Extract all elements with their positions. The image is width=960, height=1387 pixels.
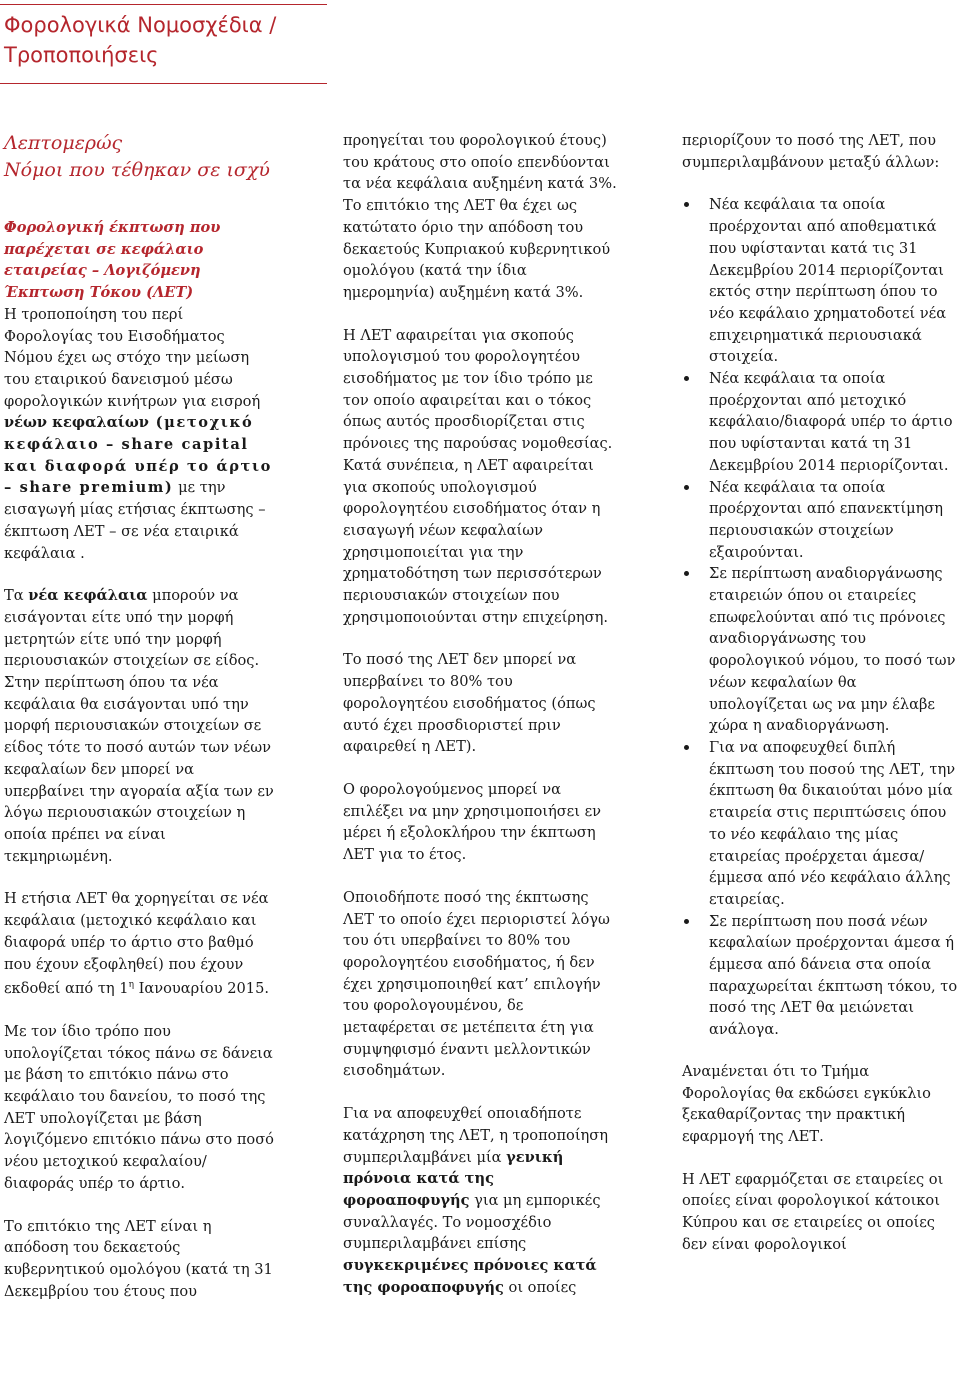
column-right <box>682 130 958 1276</box>
text-run: με την εισαγωγή μίας ετήσιας έκπτωσης – έκπτωση ΛΕΤ – σε νέα εταιρικά κεφάλαια . <box>4 479 266 562</box>
paragraph: Ο φορολογούμενος μπορεί να επιλέξει να μην χρησιμοποιήσει εν μέρει ή εξολοκλήρου την έκπτωση ΛΕΤ για το έτος. <box>343 780 602 864</box>
paragraph: Η ΛΕΤ εφαρμόζεται σε εταιρείες οι οποίες είναι φορολογικοί κάτοικοι Κύπρου και σε εταιρείες οι οποίες δεν είναι φορολογικοί <box>682 1170 944 1253</box>
paragraph: Με τον ίδιο τρόπο που υπολογίζεται τόκος πάνω σε δάνεια με βάση το επιτόκιο πάνω στο κεφάλαιο του δανείου, το ποσό της ΛΕΤ υπολογίζεται με βάση λογιζόμενο επιτόκιο πάνω στο ποσό νέου μετοχικού κεφαλαίου/διαφοράς υπέρ το άρτιο. <box>4 1022 274 1192</box>
list-item: Για να αποφευχθεί διπλή έκπτωση του ποσού της ΛΕΤ, την έκπτωση θα δικαιούται μόνο μία εταιρεία στις περιπτώσεις όπου το νέο κεφάλαιο της μίας εταιρείας προέρχεται άμεσα/έμμεσα από νέο κεφάλαιο άλλης εταιρείας. <box>682 737 958 911</box>
page-title: Φορολογικά Νομοσχέδια / Τροποποιήσεις <box>4 13 277 67</box>
bold-text-spaced: (μετοχικό κεφάλαιο – share capital και διαφορά υπέρ το άρτιο – share premium) <box>4 414 272 497</box>
bold-text: γενική πρόνοια κατά της φοροαποφυγής <box>343 1148 564 1209</box>
text-run: Η τροποποίηση του περί Φορολογίας του Εισοδήματος Νόμου έχει ως στόχο την μείωση του εταιρικού δανεισμού μέσω φορολογικών κινήτρων για εισροή <box>4 305 261 410</box>
column-middle <box>343 130 618 1319</box>
column-left <box>4 130 274 1323</box>
list-item: Σε περίπτωση που ποσά νέων κεφαλαίων προέρχονται άμεσα ή έμμεσα από δάνεια στα οποία παραχωρείται έκπτωση τόκου, το ποσό της ΛΕΤ θα μειώνεται ανάλογα. <box>682 911 958 1041</box>
paragraph <box>4 888 274 1000</box>
text-run: Ιανουαρίου 2015. <box>133 980 270 998</box>
bold-text: νέα κεφάλαια <box>28 587 148 605</box>
paragraph: Αναμένεται ότι το Τμήμα Φορολογίας θα εκδώσει εγκύκλιο ξεκαθαρίζοντας την πρακτική εφαρμογή της ΛΕΤ. <box>682 1062 931 1145</box>
text-run: Τα <box>4 587 29 605</box>
bullet-list <box>682 194 958 1040</box>
list-item: Νέα κεφάλαια τα οποία προέρχονται από επανεκτίμηση περιουσιακών στοιχείων εξαιρούνται. <box>682 477 958 564</box>
paragraph <box>4 585 274 867</box>
paragraph: Το επιτόκιο της ΛΕΤ είναι η απόδοση του δεκαετούς κυβερνητικού ομολόγου (κατά τη 31 Δεκεμβρίου του έτους που <box>4 1217 273 1300</box>
list-item: Νέα κεφάλαια τα οποία προέρχονται από αποθεματικά που υφίστανται κατά τις 31 Δεκεμβρίου 2014 περιορίζονται εκτός στην περίπτωση όπου το νέο κεφάλαιο χρηματοδοτεί νέα επιχειρηματικά περιουσιακά στοιχεία. <box>682 194 958 368</box>
section-intro-line1: Λεπτομερώς <box>4 132 123 154</box>
list-item: Σε περίπτωση αναδιοργάνωσης εταιρειών όπου οι εταιρείες επωφελούνται από τις πρόνοιες αναδιοργάνωσης του φορολογικού νόμου, το ποσό των νέων κεφαλαίων θα υπολογίζεται ως να μην έλαβε χώρα η αναδιοργάνωση. <box>682 563 958 737</box>
paragraph: περιορίζουν το ποσό της ΛΕΤ, που συμπεριλαμβάνουν μεταξύ άλλων: <box>682 132 940 171</box>
section-intro <box>4 130 274 184</box>
header-bottom-rule <box>0 83 327 84</box>
paragraph: Η ΛΕΤ αφαιρείται για σκοπούς υπολογισμού του φορολογητέου εισοδήματος με τον ίδιο τρόπο με τον οποίο αφαιρείται και ο τόκος όπως αυτός προσδιορίζεται στις πρόνοιες της παρούσας νομοθεσίας. Κατά συνέπεια, η ΛΕΤ αφαιρείται για σκοπούς υπολογισμού φορολογητέου εισοδήματος όταν η εισαγωγή νέων κεφαλαίων χρησιμοποιείται για την χρηματοδότηση των περισσότερων περιουσιακών στοιχείων που χρησιμοποιούνται στην επιχείρηση. <box>343 326 613 626</box>
section-intro-line2: Νόμοι που τέθηκαν σε ισχύ <box>4 159 270 181</box>
paragraph: Οποιοδήποτε ποσό της έκπτωσης ΛΕΤ το οποίο έχει περιοριστεί λόγω του ότι υπερβαίνει το 80% του φορολογητέου εισοδήματος, ή δεν έχει χρησιμοποιηθεί κατ’ επιλογήν του φορολογουμένου, δε μεταφέρεται σε μετέπειτα έτη για συμψηφισμό έναντι μελλοντικών εισοδημάτων. <box>343 888 610 1080</box>
text-run: Η ετήσια ΛΕΤ θα χορηγείται σε νέα κεφάλαια (μετοχικό κεφάλαιο και διαφορά υπέρ το άρτιο στο βαθμό που έχουν εξοφληθεί) που έχουν εκδοθεί από τη 1 <box>4 890 269 998</box>
paragraph: Το ποσό της ΛΕΤ δεν μπορεί να υπερβαίνει το 80% του φορολογητέου εισοδήματος (όπως αυτό έχει προσδιοριστεί πριν αφαιρεθεί η ΛΕΤ). <box>343 651 596 756</box>
text-run: για μη εμπορικές συναλλαγές. Το νομοσχέδιο συμπεριλαμβάνει επίσης <box>343 1191 601 1253</box>
bold-text: συγκεκριμένες πρόνοιες κατά της φοροαποφυγής <box>343 1257 597 1296</box>
text-run: οι οποίες <box>503 1278 577 1296</box>
paragraph <box>4 217 274 564</box>
article-subheading: Φορολογική έκπτωση που παρέχεται σε κεφάλαιο εταιρείας – Λογιζόμενη Έκπτωση Τόκου (ΛΕΤ) <box>4 219 221 302</box>
bold-text: νέων κεφαλαίων <box>4 414 149 432</box>
paragraph <box>343 1103 618 1298</box>
header-top-rule <box>0 4 327 5</box>
text-run: Για να αποφευχθεί οποιαδήποτε κατάχρηση της ΛΕΤ, η τροποποίηση συμπεριλαμβάνει μία <box>343 1105 608 1166</box>
text-run: μπορούν να εισάγονται είτε υπό την μορφή μετρητών είτε υπό την μορφή περιουσιακών στοιχείων σε είδος. Στην περίπτωση όπου τα νέα κεφάλαια θα εισάγονται υπό την μορφή περιουσιακών στοιχείων σε είδος τότε το ποσό αυτών των νέων κεφαλαίων δεν μπορεί να υπερβαίνει την αγοραία αξία των εν λόγω περιουσιακών στοιχείων η οποία πρέπει να είναι τεκμηριωμένη. <box>4 587 274 865</box>
list-item: Νέα κεφάλαια τα οποία προέρχονται από μετοχικό κεφάλαιο/διαφορά υπέρ το άρτιο που υφίστανται κατά τη 31 Δεκεμβρίου 2014 περιορίζονται. <box>682 368 958 477</box>
paragraph: προηγείται του φορολογικού έτους) του κράτους στο οποίο επενδύονται τα νέα κεφάλαια αυξημένη κατά 3%. Το επιτόκιο της ΛΕΤ θα έχει ως κατώτατο όριο την απόδοση του δεκαετούς Κυπριακού κυβερνητικού ομολόγου (κατά την ίδια ημερομηνία) αυξημένη κατά 3%. <box>343 132 617 301</box>
superscript: η <box>128 980 134 991</box>
